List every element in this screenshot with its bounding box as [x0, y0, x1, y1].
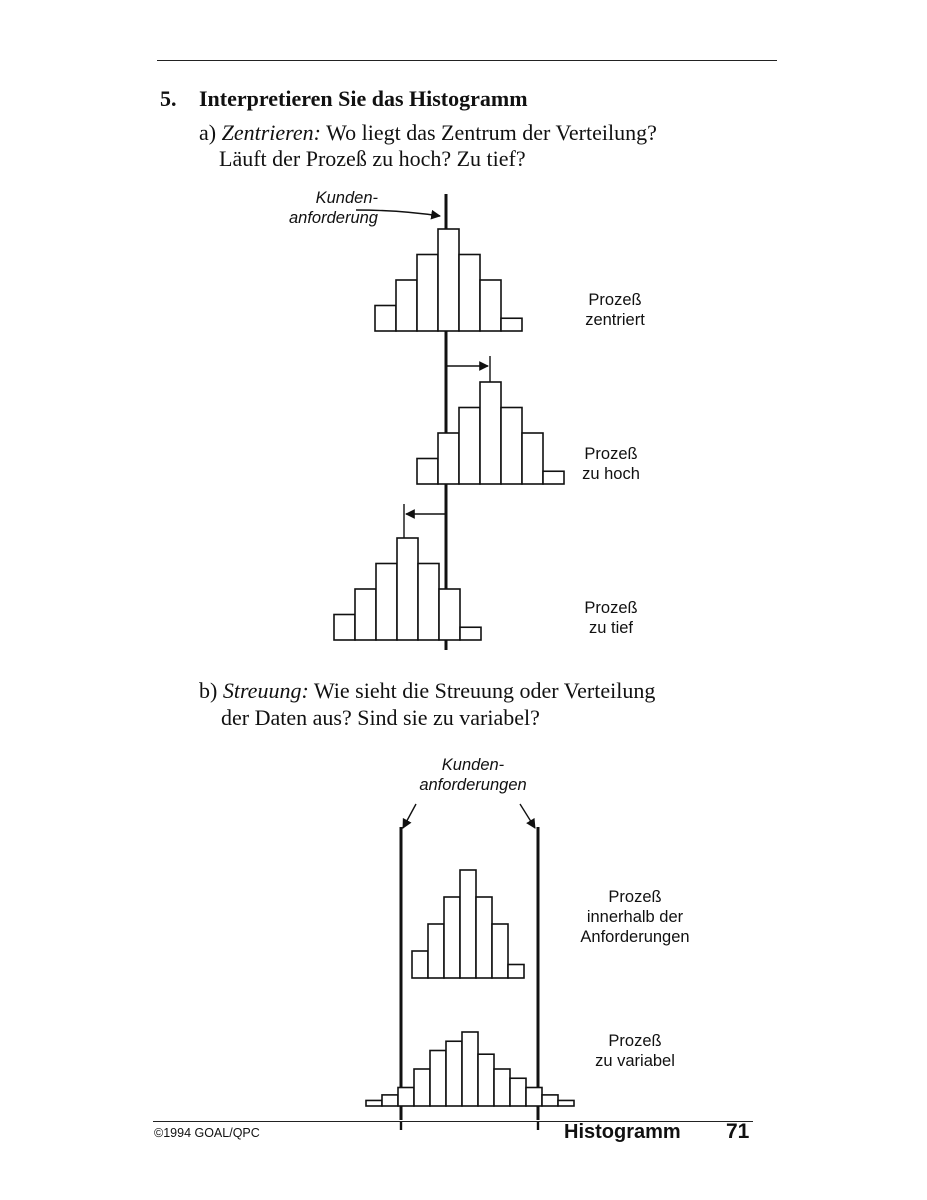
lower-limit-pointer — [403, 804, 416, 828]
too-variable-bar — [558, 1100, 574, 1106]
copyright: ©1994 GOAL/QPC — [154, 1126, 260, 1140]
part-a-prefix: a) — [199, 120, 217, 145]
too-variable-bar — [446, 1041, 462, 1106]
centered-bar — [417, 255, 438, 332]
within-limits-bar — [492, 924, 508, 978]
part-a-question2: Läuft der Prozeß zu hoch? Zu tief? — [219, 146, 526, 171]
histogram-too-variable — [366, 1032, 574, 1106]
too-variable-bar — [494, 1069, 510, 1106]
too-variable-bar — [462, 1032, 478, 1106]
section-number: 5. — [160, 86, 177, 111]
case-centered-label-line1: Prozeß — [588, 291, 642, 309]
part-b-question1: Wie sieht die Streuung oder Verteilung — [313, 678, 656, 703]
requirement-label-line1: Kunden- — [315, 189, 378, 207]
too-high-bar — [480, 382, 501, 484]
too-high-bar — [438, 433, 459, 484]
requirement-pointer-arrow — [356, 210, 440, 216]
too-variable-bar — [526, 1088, 542, 1107]
part-b-prefix: b) — [199, 678, 218, 703]
too-variable-bar — [542, 1095, 558, 1106]
case-low-label-line2: zu tief — [588, 619, 634, 637]
page-number: 71 — [726, 1120, 750, 1143]
case-low-label-line1: Prozeß — [584, 599, 638, 617]
histogram-centered — [375, 229, 522, 331]
too-high-bar — [417, 459, 438, 485]
case-within-label-line1: Prozeß — [608, 888, 662, 906]
too-high-bar — [522, 433, 543, 484]
part-a-term: Zentrieren: — [221, 120, 321, 145]
case-within-label-line2: innerhalb der — [586, 908, 684, 926]
upper-limit-pointer — [520, 804, 535, 828]
too-variable-bar — [414, 1069, 430, 1106]
too-variable-bar — [398, 1088, 414, 1107]
within-limits-bar — [508, 965, 524, 979]
within-limits-bar — [444, 897, 460, 978]
case-variable-label-line1: Prozeß — [608, 1032, 662, 1050]
too-low-bar — [376, 564, 397, 641]
too-variable-bar — [366, 1100, 382, 1106]
too-high-bar — [459, 408, 480, 485]
requirements-label-line1: Kunden- — [441, 756, 505, 774]
requirement-label-line2: anforderung — [289, 209, 378, 227]
section-title: Interpretieren Sie das Histogramm — [199, 86, 528, 111]
centered-bar — [459, 255, 480, 332]
centered-bar — [480, 280, 501, 331]
too-variable-bar — [478, 1054, 494, 1106]
histogram-too-high — [417, 382, 564, 484]
too-variable-bar — [510, 1078, 526, 1106]
case-centered-label-line2: zentriert — [585, 311, 645, 329]
part-b-term: Streuung: — [222, 678, 309, 703]
part-a-question1: Wo liegt das Zentrum der Verteilung? — [326, 120, 657, 145]
case-within-label-line3: Anforderungen — [580, 928, 690, 946]
within-limits-bar — [476, 897, 492, 978]
too-low-bar — [334, 615, 355, 641]
too-low-bar — [439, 589, 460, 640]
too-low-bar — [355, 589, 376, 640]
histogram-within-limits — [412, 870, 524, 978]
case-high-label-line1: Prozeß — [584, 445, 638, 463]
too-variable-bar — [382, 1095, 398, 1106]
centered-bar — [501, 318, 522, 331]
part-b-question2: der Daten aus? Sind sie zu variabel? — [221, 705, 540, 730]
centered-bar — [396, 280, 417, 331]
too-low-bar — [460, 627, 481, 640]
too-variable-bar — [430, 1051, 446, 1107]
too-low-bar — [418, 564, 439, 641]
chapter-title: Histogramm — [564, 1121, 681, 1143]
too-high-bar — [543, 471, 564, 484]
too-low-bar — [397, 538, 418, 640]
histogram-too-low — [334, 538, 481, 640]
within-limits-bar — [428, 924, 444, 978]
centered-bar — [375, 306, 396, 332]
within-limits-bar — [412, 951, 428, 978]
case-variable-label-line2: zu variabel — [595, 1052, 675, 1070]
requirements-label-line2: anforderungen — [419, 776, 527, 794]
centered-bar — [438, 229, 459, 331]
too-high-bar — [501, 408, 522, 485]
within-limits-bar — [460, 870, 476, 978]
case-high-label-line2: zu hoch — [582, 465, 640, 483]
